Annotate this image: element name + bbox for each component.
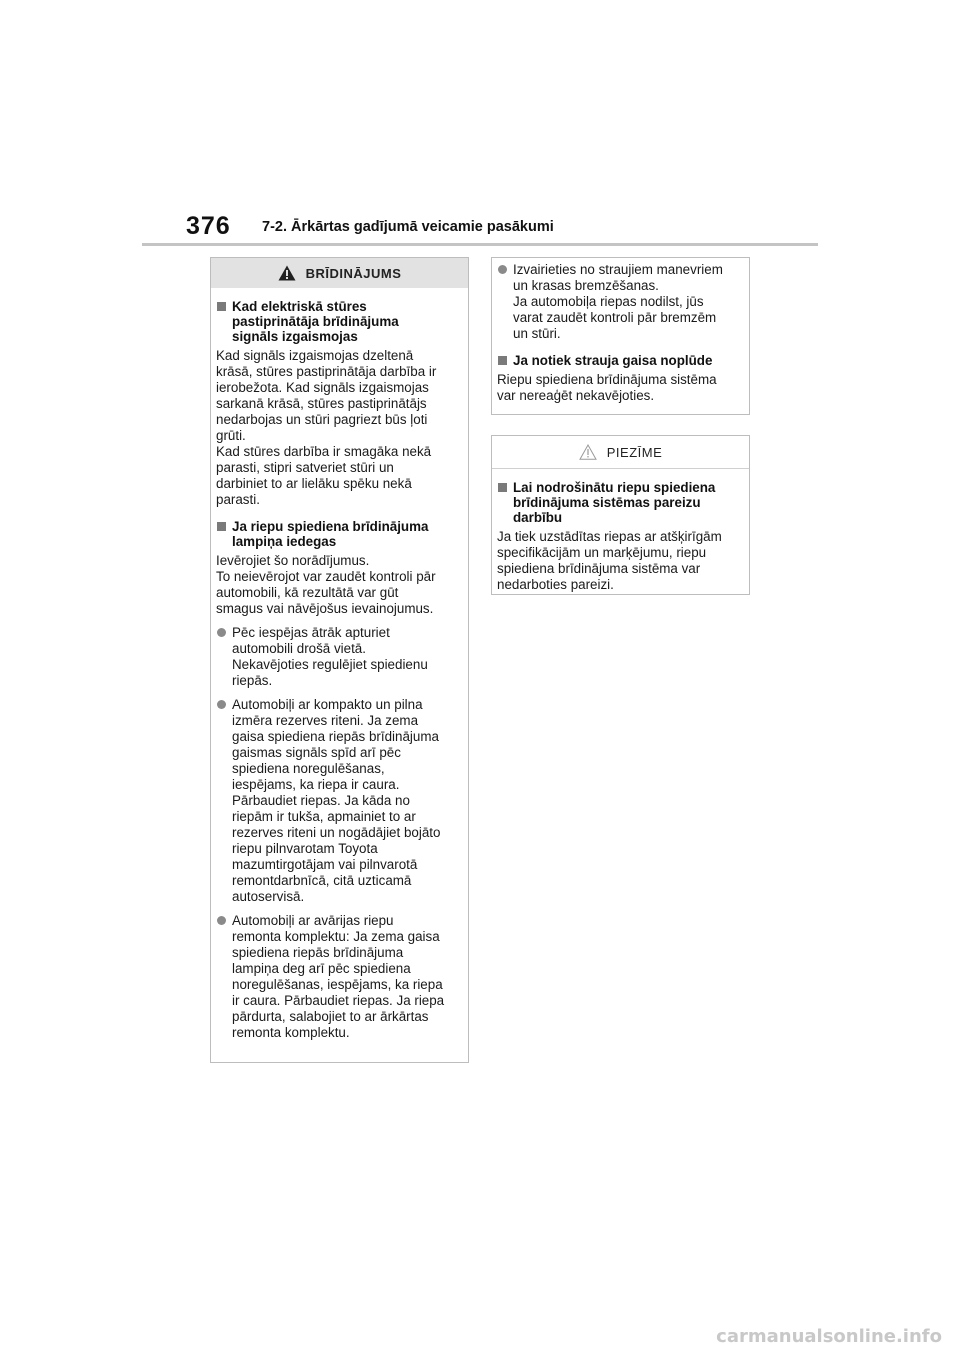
list-item: Izvairieties no straujiem manevriem un krasas bremzēšanas. Ja automobiļa riepas nodilst, jūs varat zaudēt kontroli pār bremzēm un stūri.: [497, 262, 744, 342]
watermark-logo: carmanualsonline.info: [716, 1326, 942, 1347]
warning-triangle-icon: [278, 265, 296, 281]
list-item: Automobiļi ar kompakto un pilna izmēra rezerves riteni. Ja zema gaisa spiediena riepās brīdinājuma gaismas signāls spīd arī pēc spiediena noregulēšanas, iespējams, ka riepa ir caura. Pārbaudiet riepas. Ja kāda no riepām ir tukša, apmainiet to ar rezerves riteni un nogādājiet bojāto riepu pilnvarotam Toyota mazumtirgotājam vai pilnvarotā remontdarbnīcā, citā uzticamā autoservisā.: [216, 697, 463, 905]
square-bullet-icon: [498, 356, 507, 365]
section-title: 7-2. Ārkārtas gadījumā veicamie pasākumi: [262, 219, 554, 235]
square-bullet-icon: [498, 483, 507, 492]
list-item: Automobiļi ar avārijas riepu remonta komplektu: Ja zema gaisa spiediena riepās brīdinājuma lampiņa deg arī pēc spiediena noregulēšanas, iespējams, ka riepa ir caura. Pārbaudiet riepas. Ja riepa pārdurta, salabojiet to ar ārkārtas remonta komplektu.: [216, 913, 463, 1041]
round-bullet-icon: [217, 628, 226, 637]
header-divider: [142, 243, 818, 246]
note-box: [491, 435, 750, 595]
warning-title: BRĪDINĀJUMS: [305, 265, 402, 281]
warning-continuation-box: [491, 257, 750, 415]
round-bullet-icon: [217, 916, 226, 925]
warning-box-body: [211, 288, 468, 1041]
section-heading: Lai nodrošinātu riepu spiediena brīdinājuma sistēmas pareizu darbību: [497, 480, 744, 525]
section-heading: [216, 299, 463, 344]
square-bullet-icon: [217, 522, 226, 531]
list-item: Pēc iespējas ātrāk apturiet automobili drošā vietā. Nekavējoties regulējiet spiedienu riepās.: [216, 625, 463, 689]
paragraph: Kad signāls izgaismojas dzeltenā krāsā, stūres pastiprinātāja darbība ir ierobežota. Kad signāls izgaismojas sarkanā krāsā, stūres pastiprinātājs nedarbojas un stūri pagriezt būs ļoti grūti. Kad stūres darbība ir smagāka nekā parasti, stipri satveriet stūri un darbiniet to ar lielāku spēku nekā parasti.: [216, 348, 437, 507]
caution-triangle-outline-icon: [579, 444, 597, 460]
paragraph: Ievērojiet šo norādījumus. To neievērojot var zaudēt kontroli pār automobili, kā rezultātā var gūt smagus vai nāvējošus ievainojumus.: [216, 553, 436, 616]
round-bullet-icon: [498, 265, 507, 274]
paragraph: Riepu spiediena brīdinājuma sistēma var nereaģēt nekavējoties.: [497, 372, 717, 403]
warning-box: [210, 257, 469, 1063]
section-heading: Ja notiek strauja gaisa noplūde: [497, 353, 744, 368]
warning-box-header: [211, 258, 468, 288]
square-bullet-icon: [217, 302, 226, 311]
page-number: 376: [186, 212, 231, 240]
note-box-header: [492, 436, 749, 469]
heading-text: Kad elektriskā stūres pastiprinātāja brīdinājuma signāls izgaismojas: [232, 299, 399, 344]
paragraph: Ja tiek uzstādītas riepas ar atšķirīgām specifikācijām un marķējumu, riepu spiediena brīdinājuma sistēma var nedarboties pareizi.: [497, 529, 722, 592]
section-heading: [216, 519, 463, 549]
heading-text: Ja riepu spiediena brīdinājuma lampiņa iedegas: [232, 519, 429, 549]
round-bullet-icon: [217, 700, 226, 709]
note-title: PIEZĪME: [606, 444, 663, 460]
